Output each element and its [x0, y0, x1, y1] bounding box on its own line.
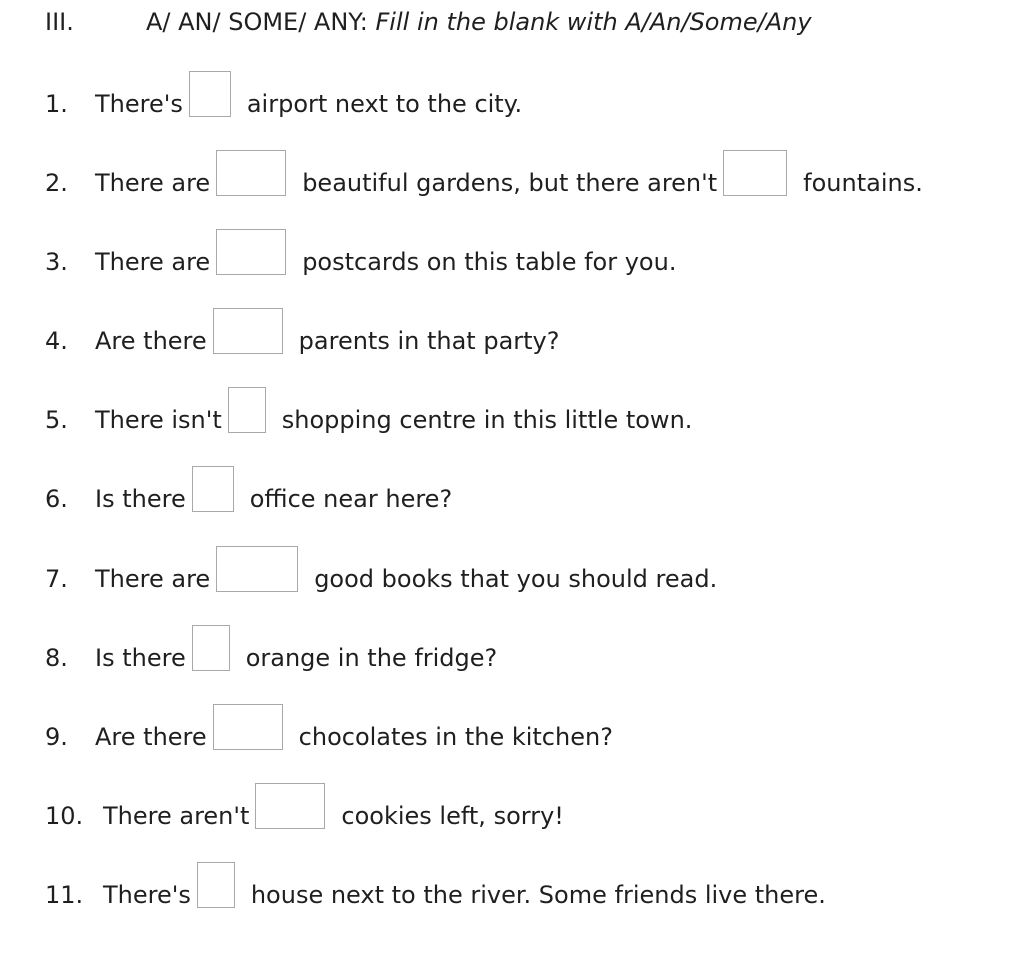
question-text-before: There isn't — [95, 406, 222, 434]
question-text-after: postcards on this table for you. — [302, 248, 677, 276]
question-text-before: Are there — [95, 327, 207, 355]
question-text-before: Is there — [95, 485, 186, 513]
question-text-before: There are — [95, 565, 211, 593]
question-text-after: office near here? — [249, 485, 453, 513]
question-3 — [45, 237, 676, 287]
answer-blank[interactable] — [197, 862, 235, 908]
question-text-after: fountains. — [803, 169, 923, 197]
question-text-before: There's — [95, 90, 183, 118]
question-text-before: Are there — [95, 723, 207, 751]
answer-blank[interactable] — [216, 229, 286, 275]
question-6 — [45, 474, 452, 524]
question-number: 2. — [45, 169, 68, 197]
section-heading: A/ AN/ SOME/ ANY: — [146, 8, 376, 36]
question-1 — [45, 79, 522, 129]
question-number: 1. — [45, 90, 68, 118]
answer-blank[interactable] — [228, 387, 266, 433]
question-2 — [45, 158, 923, 208]
question-text-middle: beautiful gardens, but there aren't — [302, 169, 718, 197]
answer-blank[interactable] — [192, 625, 230, 671]
question-text-after: airport next to the city. — [246, 90, 523, 118]
answer-blank-2[interactable] — [723, 150, 787, 196]
answer-blank[interactable] — [255, 783, 325, 829]
answer-blank[interactable] — [213, 308, 283, 354]
exercise-title — [45, 4, 812, 40]
question-number: 10. — [45, 802, 84, 830]
question-text-after: shopping centre in this little town. — [281, 406, 693, 434]
instruction-text: Fill in the blank with A/An/Some/Any — [375, 8, 812, 36]
question-number: 3. — [45, 248, 68, 276]
question-number: 11. — [45, 881, 84, 909]
question-text-after: cookies left, sorry! — [341, 802, 564, 830]
question-9 — [45, 712, 613, 762]
question-text-after: good books that you should read. — [314, 565, 718, 593]
question-text-before: There's — [103, 881, 191, 909]
question-8 — [45, 633, 497, 683]
answer-blank[interactable] — [216, 150, 286, 196]
question-number: 9. — [45, 723, 68, 751]
question-text-after: parents in that party? — [298, 327, 560, 355]
question-text-before: There are — [95, 248, 211, 276]
question-10 — [45, 791, 564, 841]
question-11 — [45, 870, 826, 920]
question-number: 7. — [45, 565, 68, 593]
question-text-after: orange in the fridge? — [245, 644, 498, 672]
answer-blank[interactable] — [216, 546, 298, 592]
question-number: 8. — [45, 644, 68, 672]
question-text-after: chocolates in the kitchen? — [298, 723, 613, 751]
question-text-before: There are — [95, 169, 211, 197]
question-number: 4. — [45, 327, 68, 355]
question-text-before: Is there — [95, 644, 186, 672]
question-5 — [45, 395, 692, 445]
answer-blank[interactable] — [192, 466, 234, 512]
question-number: 5. — [45, 406, 68, 434]
question-text-before: There aren't — [103, 802, 250, 830]
answer-blank[interactable] — [213, 704, 283, 750]
answer-blank[interactable] — [189, 71, 231, 117]
question-4 — [45, 316, 560, 366]
question-7 — [45, 554, 717, 604]
question-text-after: house next to the river. Some friends live there. — [250, 881, 826, 909]
section-number: III. — [45, 8, 74, 36]
question-number: 6. — [45, 485, 68, 513]
